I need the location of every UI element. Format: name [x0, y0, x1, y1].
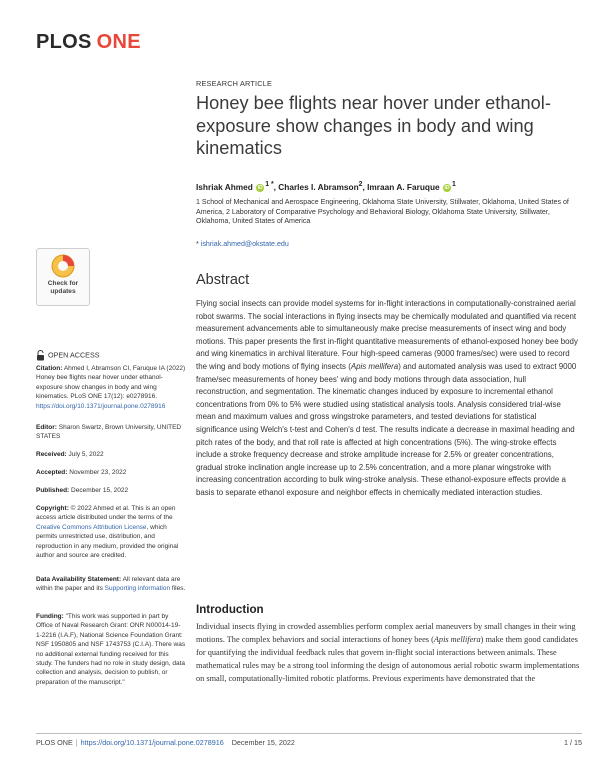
- data-availability-text-1: All relevant data are within the paper and its: [36, 576, 181, 593]
- received-label: Received:: [36, 451, 67, 458]
- data-availability-label: Data Availability Statement:: [36, 576, 122, 583]
- data-availability-text-2: files.: [171, 585, 186, 593]
- funding-label: Funding:: [36, 613, 64, 620]
- page-number: 1 / 15: [564, 738, 582, 747]
- badge-label: [37, 280, 89, 295]
- citation-text: Ahmed I, Abramson CI, Faruque IA (2022) Honey bee flights near hover under ethanol-exposure show changes in body and wing kinematics. PLoS ONE 17(12): e0278916.: [36, 365, 186, 401]
- footer-separator: [227, 738, 229, 747]
- copyright-text-2: , which permits unrestricted use, distribution, and reproduction in any medium, provided the original author and source are credited.: [36, 523, 179, 560]
- open-access: [36, 350, 100, 361]
- author-marks: 1: [451, 181, 456, 188]
- logo-plos: PLOS: [36, 31, 92, 53]
- funding-text: "This work was supported in part by Office of Naval Research Grant: ONR N00014-19-1-2216 (I.A.F), National Science Foundation Grant: NSF 1950805 and NSF 1743753 (C.I.A). There was no additional external funding received for this study. The funders had no role in study design, data collection and analysis, decision to publish, or preparation of the manuscript.": [36, 613, 186, 686]
- affiliations: 1 School of Mechanical and Aerospace Engineering, Oklahoma State University, Stillwater, Oklahoma, United States of America, 2 Laboratory of Comparative Psychology and Behavioral Biology, Oklahoma State University, Stillwater, Oklahoma, United States of America: [196, 198, 569, 226]
- accepted-date: November 23, 2022: [69, 469, 127, 476]
- author-name: Charles I. Abramson: [278, 181, 359, 192]
- published-date: December 15, 2022: [71, 487, 129, 494]
- editor-label: Editor:: [36, 424, 57, 431]
- article-type: RESEARCH ARTICLE: [196, 79, 273, 88]
- data-availability-block: [36, 575, 186, 594]
- editor-text: Sharon Swartz, Brown University, UNITED STATES: [36, 424, 182, 441]
- badge-line-2: updates: [50, 287, 76, 295]
- abstract-text-2: ) and automated analysis was used to extract 9000 frame/sec measurements of honey bees' wing and body motions through data association, hull reconstruction, and segmentation. The kinematic changes induced by exposure to incremental ethanol concentrations from 0% to 5% were studied using statistical analysis tools. Analysis considered trial-wise mean and maximum values and gross wingstroke parameters, and tested deviations for statistical significance using Welch's t-test and Cohen's d test. The results indicate a decrease in maximal heading and pitch rates of the body, and that roll rate is affected at high concentrations (5%). The wing-stroke effects include a stroke frequency decrease and stroke amplitude increase for 2.5% or greater concentrations, gradual stroke inclination angle increase up to 2.5% concentration, and a more planar wingstroke with increasing concentration according to bulk wing-stroke analysis. These ethanol-exposure effects provide a basis to separate ethanol exposure and neighbor effects in chemically mediated interaction studies.: [196, 361, 577, 497]
- citation-doi-link[interactable]: https://doi.org/10.1371/journal.pone.0278916: [36, 402, 166, 410]
- email-link[interactable]: ishriak.ahmed@okstate.edu: [200, 240, 289, 248]
- received-block: [36, 450, 186, 459]
- introduction-body: [196, 620, 582, 685]
- badge-line-1: Check for: [47, 280, 79, 287]
- citation-label: Citation:: [36, 365, 63, 372]
- funding-block: [36, 612, 186, 687]
- author-marks: 2: [358, 181, 363, 188]
- corresponding-email: [196, 240, 289, 248]
- supporting-info-link[interactable]: Supporting information: [104, 585, 171, 593]
- published-block: [36, 486, 186, 495]
- journal-logo: [36, 31, 141, 54]
- footer-journal: PLOS ONE: [36, 738, 73, 747]
- email-star: *: [196, 240, 199, 248]
- open-access-label: OPEN ACCESS: [48, 350, 100, 360]
- page-footer: [36, 738, 295, 747]
- abstract-body: [196, 298, 578, 500]
- accepted-block: [36, 468, 186, 477]
- abstract-species: Apis mellifera: [350, 361, 399, 371]
- footer-divider: [36, 733, 582, 734]
- abstract-heading: Abstract: [196, 272, 250, 288]
- check-for-updates-icon: [51, 254, 75, 278]
- article-title: Honey bee flights near hover under ethanol-exposure show changes in body and wing kinematics: [196, 93, 551, 158]
- introduction-heading: Introduction: [196, 603, 264, 616]
- orcid-icon[interactable]: iD: [444, 184, 450, 191]
- citation-block: [36, 364, 186, 411]
- copyright-block: [36, 504, 186, 560]
- author-name: Imraan A. Faruque: [367, 181, 440, 192]
- editor-block: [36, 423, 186, 442]
- copyright-label: Copyright:: [36, 505, 69, 512]
- abstract-text-1: Flying social insects can provide model systems for in-flight interactions in computationally-constrained aerial robot swarms. The social interactions in flying insects may be chemically modulated and quantified via recent measurement advancements able to simultaneously make precise measurements of insect wing and body motions. This paper presents the first in-flight quantitative measurements of ethanol-exposed honey bee body and wing kinematics in archival literature. Four high-speed cameras (9000 frames/sec) were used to record the wing and body motions of flying insects (: [196, 299, 578, 371]
- footer-date: December 15, 2022: [231, 738, 295, 747]
- check-for-updates-badge[interactable]: [36, 248, 90, 306]
- logo-one: ONE: [96, 31, 141, 53]
- footer-separator: |: [75, 738, 78, 747]
- license-link[interactable]: Creative Commons Attribution License: [36, 523, 147, 531]
- orcid-icon[interactable]: iD: [257, 184, 263, 191]
- footer-doi-link[interactable]: https://doi.org/10.1371/journal.pone.0278916: [80, 738, 224, 747]
- intro-text-2: ) make them good candidates for quantifying the individual feedback rules that govern in-flight social interactions between animals. These mathematical rules may be a strong tool informing the design of autonomous aerial robotic swarm implementations on small, computationally-limited robotic platforms. Previous experiments have demonstrated that the: [196, 635, 580, 683]
- author-marks: 1 *: [265, 181, 274, 188]
- intro-text-1: Individual insects flying in crowded assemblies perform complex aerial maneuvers by small changes in their wing motions. The complex behaviors and social interactions of honey bees (: [196, 622, 576, 644]
- accepted-label: Accepted:: [36, 469, 68, 476]
- published-label: Published:: [36, 487, 70, 494]
- copyright-text-1: © 2022 Ahmed et al. This is an open access article distributed under the terms of the: [36, 505, 176, 522]
- author-name: Ishriak Ahmed: [196, 181, 253, 192]
- open-lock-icon: [36, 350, 45, 361]
- intro-species: Apis mellifera: [433, 635, 481, 644]
- author-list: Ishriak Ahmed iD $^{1 *}$, Charles I. Abramson$^2$, Imraan A. Faruque iD $^1$: [196, 181, 456, 192]
- received-date: July 5, 2022: [68, 451, 104, 458]
